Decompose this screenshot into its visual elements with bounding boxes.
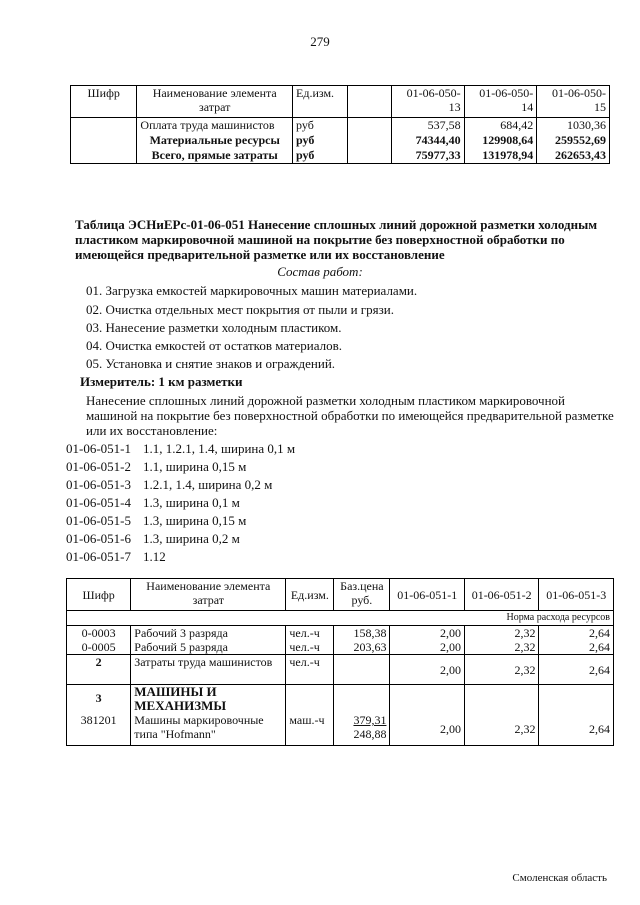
code-id: 01-06-051-2	[66, 459, 131, 474]
t2-header-col2: 01-06-051-2	[464, 579, 538, 611]
row-price: 203,63	[334, 640, 390, 655]
work-item: 04. Очистка емкостей от остатков материалов.	[86, 338, 342, 353]
table-row	[71, 148, 610, 164]
t1-header-code: Шифр	[71, 86, 137, 118]
row-price-secondary: 248,88	[353, 727, 387, 741]
row-value: 74344,40	[392, 133, 465, 148]
row-price: 158,38	[334, 626, 390, 641]
table-row	[67, 640, 614, 655]
row-unit: чел.-ч	[286, 640, 334, 655]
t2-header-col3: 01-06-051-3	[539, 579, 614, 611]
row-value: 2,00	[390, 626, 464, 641]
row-unit: руб	[293, 133, 348, 148]
row-code: 0-0003	[67, 626, 131, 641]
row-value: 2,32	[464, 713, 538, 745]
row-name: Материальные ресурсы	[137, 133, 293, 148]
t2-header-price: Баз.цена руб.	[334, 579, 390, 611]
row-unit: чел.-ч	[286, 655, 334, 685]
measure-unit: Измеритель: 1 км разметки	[80, 374, 243, 389]
code-id: 01-06-051-1	[66, 441, 131, 456]
code-id: 01-06-051-6	[66, 531, 131, 546]
row-code: 2	[67, 655, 131, 685]
norm-label: Норма расхода ресурсов	[67, 611, 614, 626]
table-row	[67, 685, 614, 714]
row-name: Затраты труда машинистов	[131, 655, 286, 685]
row-unit: маш.-ч	[286, 713, 334, 745]
row-code: 3	[67, 685, 131, 714]
t1-header-name: Наименование элемента затрат	[137, 86, 293, 118]
table-title: Таблица ЭСНиЕРс-01-06-051 Нанесение сплошных линий дорожной разметки холодным пластиком маркировочной машиной на покрытие без поверхностной обработки по имеющейся предварительной разметке или их восстановление	[75, 217, 598, 262]
row-value: 129908,64	[464, 133, 537, 148]
row-code: 0-0005	[67, 640, 131, 655]
table-row	[67, 713, 614, 745]
row-name: Всего, прямые затраты	[137, 148, 293, 164]
table-row	[71, 118, 610, 134]
code-line	[66, 459, 246, 475]
row-value: 2,00	[390, 713, 464, 745]
t1-header-unit: Ед.изм.	[293, 86, 348, 118]
code-line	[66, 441, 295, 457]
footer-region: Смоленская область	[512, 872, 607, 884]
t1-header-col3: 01-06-050-15	[537, 86, 610, 118]
row-value: 2,00	[390, 655, 464, 685]
row-value: 2,64	[539, 626, 614, 641]
row-name: Рабочий 3 разряда	[131, 626, 286, 641]
code-text: 1.1, ширина 0,15 м	[143, 459, 247, 474]
row-name: Рабочий 5 разряда	[131, 640, 286, 655]
row-value: 2,32	[464, 655, 538, 685]
code-line	[66, 549, 166, 565]
code-text: 1.3, ширина 0,2 м	[143, 531, 240, 546]
row-value: 2,64	[539, 655, 614, 685]
work-item: 01. Загрузка емкостей маркировочных машин материалами.	[86, 283, 418, 298]
cost-summary-table	[70, 85, 610, 164]
code-text: 1.3, ширина 0,1 м	[143, 495, 240, 510]
row-name: Машины маркировочные типа "Hofmann"	[131, 713, 286, 745]
code-id: 01-06-051-3	[66, 477, 131, 492]
resource-norms-table	[66, 578, 614, 746]
row-name: Оплата труда машинистов	[137, 118, 293, 134]
code-text: 1.2.1, 1.4, ширина 0,2 м	[143, 477, 273, 492]
row-value: 2,32	[464, 640, 538, 655]
row-unit: чел.-ч	[286, 626, 334, 641]
code-line	[66, 477, 272, 493]
code-line	[66, 495, 240, 511]
row-value: 1030,36	[537, 118, 610, 134]
table-row	[67, 626, 614, 641]
t2-header-name: Наименование элемента затрат	[131, 579, 286, 611]
row-value: 2,64	[539, 640, 614, 655]
code-line	[66, 513, 246, 529]
t2-header-unit: Ед.изм.	[286, 579, 334, 611]
code-id: 01-06-051-4	[66, 495, 131, 510]
row-value: 2,32	[464, 626, 538, 641]
composition-heading: Состав работ:	[277, 264, 363, 279]
row-code: 381201	[67, 713, 131, 745]
t1-header-blank	[347, 86, 391, 118]
code-text: 1.12	[143, 549, 166, 564]
t2-header-code: Шифр	[67, 579, 131, 611]
row-unit: руб	[293, 118, 348, 134]
row-value: 131978,94	[464, 148, 537, 164]
code-id: 01-06-051-5	[66, 513, 131, 528]
t2-header-col1: 01-06-051-1	[390, 579, 464, 611]
row-unit: руб	[293, 148, 348, 164]
row-value: 75977,33	[392, 148, 465, 164]
code-text: 1.3, ширина 0,15 м	[143, 513, 247, 528]
work-item: 03. Нанесение разметки холодным пластиком.	[86, 320, 342, 335]
code-line	[66, 531, 240, 547]
row-value: 262653,43	[537, 148, 610, 164]
section-heading: МАШИНЫ И МЕХАНИЗМЫ	[131, 685, 286, 714]
work-item: 05. Установка и снятие знаков и ограждений.	[86, 356, 336, 371]
row-price	[334, 655, 390, 685]
table-row	[71, 133, 610, 148]
row-value: 259552,69	[537, 133, 610, 148]
row-value: 2,00	[390, 640, 464, 655]
work-item: 02. Очистка отдельных мест покрытия от пыли и грязи.	[86, 302, 394, 317]
row-value: 2,64	[539, 713, 614, 745]
t1-header-col2: 01-06-050-14	[464, 86, 537, 118]
row-price-primary: 379,31	[353, 713, 387, 727]
row-price	[334, 713, 390, 745]
code-id: 01-06-051-7	[66, 549, 131, 564]
description: Нанесение сплошных линий дорожной разметки холодным пластиком маркировочной машиной на покрытие без поверхностной обработки по имеющейся предварительной разметке или их восстановление:	[86, 393, 614, 438]
table-row	[67, 655, 614, 685]
page-number: 279	[310, 34, 330, 49]
row-value: 684,42	[464, 118, 537, 134]
t1-header-col1: 01-06-050-13	[392, 86, 465, 118]
row-value: 537,58	[392, 118, 465, 134]
code-text: 1.1, 1.2.1, 1.4, ширина 0,1 м	[143, 441, 296, 456]
